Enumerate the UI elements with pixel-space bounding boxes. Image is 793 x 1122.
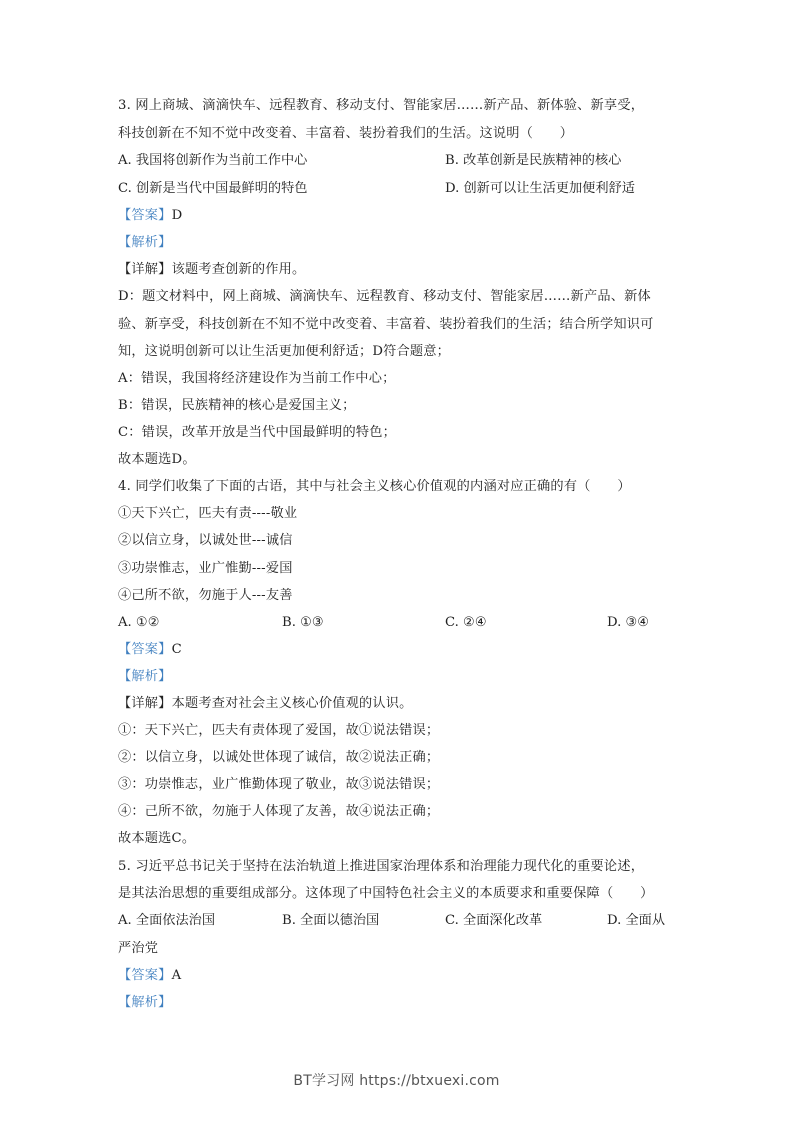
detail-line: 知，这说明创新可以让生活更加便利舒适；D符合题意； — [118, 344, 451, 359]
answer-value: C — [171, 642, 182, 657]
detail-line: C：错误，改革开放是当代中国最鲜明的特色； — [118, 425, 397, 440]
detail-line: B：错误，民族精神的核心是爱国主义； — [118, 398, 356, 413]
detail-line: 验、新享受，科技创新在不知不觉中改变着、丰富着、装扮着我们的生活；结合所学知识可 — [118, 317, 654, 332]
option-d: D. 创新可以让生活更加便利舒适 — [445, 181, 635, 196]
detail-tag: 【详解】 — [118, 696, 172, 711]
option-a: A. 我国将创新作为当前工作中心 — [118, 153, 308, 168]
detail-line — [118, 695, 678, 713]
answer-value: A — [171, 968, 182, 983]
footer-watermark: BT学习网 https://btxuexi.com — [293, 1073, 500, 1089]
option-b: B. 全面以德治国 — [282, 913, 380, 928]
detail-line — [118, 261, 678, 279]
answer-line — [118, 641, 678, 659]
detail-line: 故本题选C。 — [118, 831, 196, 846]
answer-value: D — [171, 208, 183, 223]
question-stem: 3. 网上商城、滴滴快车、远程教育、移动支付、智能家居……新产品、新体验、新享受， — [118, 98, 645, 113]
question-stem: 4. 同学们收集了下面的古语，其中与社会主义核心价值观的内涵对应正确的有（ ） — [118, 479, 631, 494]
option-d: D. ③④ — [607, 615, 650, 630]
detail-line: A：错误，我国将经济建设作为当前工作中心； — [118, 371, 396, 386]
option-a: A. ①② — [118, 615, 160, 630]
detail-line: ④：己所不欲，勿施于人体现了友善，故④说法正确； — [118, 804, 440, 819]
detail-tag: 【详解】 — [118, 262, 172, 277]
option-d: D. 全面从 — [607, 913, 666, 928]
question-stem: 是其法治思想的重要组成部分。这体现了中国特色社会主义的本质要求和重要保障（ ） — [118, 886, 654, 901]
question-stem: 科技创新在不知不觉中改变着、丰富着、装扮着我们的生活。这说明（ ） — [118, 126, 574, 141]
question-stem: 5. 习近平总书记关于坚持在法治轨道上推进国家治理体系和治理能力现代化的重要论述， — [118, 859, 645, 874]
detail-line: D：题文材料中，网上商城、滴滴快车、远程教育、移动支付、智能家居……新产品、新体 — [118, 289, 651, 304]
answer-tag: 【答案】 — [118, 968, 172, 983]
analysis-tag: 【解析】 — [118, 669, 172, 684]
option-c: C. 创新是当代中国最鲜明的特色 — [118, 181, 308, 196]
statement-4: ④己所不欲，勿施于人---友善 — [118, 588, 293, 603]
statement-1: ①天下兴亡，匹夫有责----敬业 — [118, 506, 298, 521]
detail-text: 该题考查创新的作用。 — [171, 262, 306, 277]
detail-text: 本题考查对社会主义核心价值观的认识。 — [171, 696, 413, 711]
option-c: C. 全面深化改革 — [445, 913, 543, 928]
option-b: B. 改革创新是民族精神的核心 — [445, 153, 622, 168]
answer-tag: 【答案】 — [118, 208, 172, 223]
detail-line: ①：天下兴亡，匹夫有责体现了爱国，故①说法错误； — [118, 723, 440, 738]
detail-line: 故本题选D。 — [118, 452, 196, 467]
option-b: B. ①③ — [282, 615, 324, 630]
option-a: A. 全面依法治国 — [118, 913, 216, 928]
detail-line: ③：功崇惟志，业广惟勤体现了敬业，故③说法错误； — [118, 777, 440, 792]
answer-tag: 【答案】 — [118, 642, 172, 657]
statement-3: ③功崇惟志，业广惟勤---爱国 — [118, 561, 293, 576]
statement-2: ②以信立身，以诚处世---诚信 — [118, 533, 293, 548]
analysis-tag: 【解析】 — [118, 995, 172, 1010]
answer-line — [118, 207, 678, 225]
answer-line — [118, 967, 678, 985]
detail-line: ②：以信立身，以诚处世体现了诚信，故②说法正确； — [118, 750, 440, 765]
option-c: C. ②④ — [445, 615, 487, 630]
analysis-tag: 【解析】 — [118, 235, 172, 250]
option-d-wrap: 严治党 — [118, 941, 159, 956]
